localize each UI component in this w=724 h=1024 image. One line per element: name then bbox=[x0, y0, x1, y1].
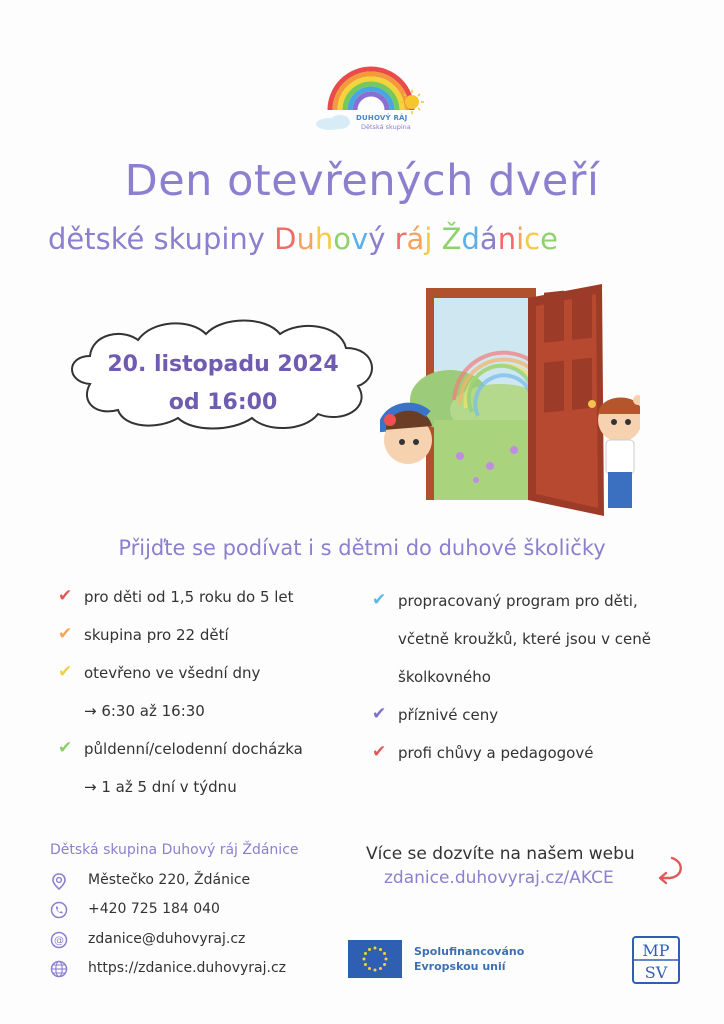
rainbow-letter: o bbox=[333, 222, 352, 256]
rainbow-letter: ý bbox=[368, 222, 386, 256]
rainbow-letter bbox=[385, 222, 394, 256]
feature-item: příznivé ceny bbox=[398, 706, 499, 724]
eu-star bbox=[383, 952, 386, 955]
contact-title: Dětská skupina Duhový ráj Ždánice bbox=[50, 842, 299, 858]
email-icon bbox=[50, 931, 68, 949]
event-web-link[interactable]: zdanice.duhovyraj.cz/AKCE bbox=[384, 868, 614, 888]
check-icon: ✔ bbox=[372, 704, 387, 724]
open-door-illustration bbox=[380, 280, 640, 520]
feature-item: → 1 až 5 dní v týdnu bbox=[84, 778, 237, 796]
rainbow-letter: e bbox=[540, 222, 558, 256]
feature-item: propracovaný program pro děti, bbox=[398, 592, 638, 610]
eu-funding-text bbox=[414, 944, 524, 974]
rainbow-letter: v bbox=[351, 222, 369, 256]
subtitle-prefix: dětské skupiny bbox=[48, 222, 275, 256]
feature-item: včetně kroužků, které jsou v ceně bbox=[398, 630, 652, 648]
eu-flag-icon bbox=[348, 940, 402, 978]
rainbow-letter: c bbox=[524, 222, 541, 256]
feature-item: pro děti od 1,5 roku do 5 let bbox=[84, 588, 294, 606]
rainbow-letter: i bbox=[516, 222, 525, 256]
page-subtitle bbox=[48, 222, 558, 256]
rainbow-letter: Ž bbox=[441, 222, 462, 256]
location-icon bbox=[50, 872, 68, 890]
eu-star bbox=[368, 948, 371, 951]
rainbow-letter bbox=[432, 222, 441, 256]
rainbow-letter: D bbox=[274, 222, 297, 256]
feature-item: otevřeno ve všední dny bbox=[84, 664, 261, 682]
eu-star bbox=[364, 963, 367, 966]
contact-website[interactable]: https://zdanice.duhovyraj.cz bbox=[88, 960, 287, 976]
eu-star bbox=[379, 948, 382, 951]
mpsv-logo bbox=[632, 936, 680, 984]
eu-star bbox=[364, 952, 367, 955]
rainbow-letter: j bbox=[424, 222, 433, 256]
event-time: od 16:00 bbox=[168, 390, 278, 415]
web-icon bbox=[50, 960, 68, 978]
check-icon: ✔ bbox=[372, 590, 387, 610]
rainbow-name bbox=[274, 222, 558, 256]
feature-item: školkovného bbox=[398, 668, 491, 686]
curved-arrow-icon bbox=[652, 854, 686, 888]
event-date: 20. listopadu 2024 bbox=[107, 352, 339, 377]
svg-text:@: @ bbox=[54, 935, 64, 947]
check-icon: ✔ bbox=[58, 662, 73, 682]
check-icon: ✔ bbox=[58, 586, 73, 606]
eu-star bbox=[379, 967, 382, 970]
eu-line1: Spolufinancováno bbox=[414, 945, 525, 958]
mpsv-bottom: SV bbox=[644, 963, 668, 982]
eu-line2: Evropskou unií bbox=[414, 960, 506, 973]
logo-name: DUHOVÝ RÁJ bbox=[356, 114, 408, 122]
logo-subtitle: Dětská skupina bbox=[361, 123, 411, 131]
eu-star bbox=[368, 967, 371, 970]
contact-email[interactable]: zdanice@duhovyraj.cz bbox=[88, 931, 246, 947]
eu-star bbox=[363, 958, 366, 961]
invitation-text: Přijďte se podívat i s dětmi do duhové školičky bbox=[118, 536, 606, 560]
rainbow-letter: h bbox=[314, 222, 334, 256]
eu-star bbox=[374, 969, 377, 972]
check-icon: ✔ bbox=[58, 738, 73, 758]
feature-item: profi chůvy a pedagogové bbox=[398, 744, 594, 762]
more-info-text: Více se dozvíte na našem webu bbox=[366, 844, 635, 864]
rainbow-letter: d bbox=[461, 222, 480, 256]
contact-phone: +420 725 184 040 bbox=[88, 901, 220, 917]
mpsv-top: MP bbox=[642, 941, 670, 960]
eu-star bbox=[385, 958, 388, 961]
eu-star bbox=[383, 963, 386, 966]
rainbow-letter: r bbox=[394, 222, 407, 256]
check-icon: ✔ bbox=[372, 742, 387, 762]
check-icon: ✔ bbox=[58, 624, 73, 644]
feature-item: → 6:30 až 16:30 bbox=[84, 702, 205, 720]
contact-address: Městečko 220, Ždánice bbox=[88, 872, 251, 888]
rainbow-letter: u bbox=[296, 222, 315, 256]
feature-item: skupina pro 22 dětí bbox=[84, 626, 229, 644]
eu-star bbox=[374, 947, 377, 950]
rainbow-letter: n bbox=[497, 222, 517, 256]
page-title: Den otevřených dveří bbox=[124, 156, 600, 206]
phone-icon bbox=[50, 901, 68, 919]
rainbow-letter: á bbox=[406, 222, 425, 256]
rainbow-letter: á bbox=[479, 222, 498, 256]
feature-item: půldenní/celodenní docházka bbox=[84, 740, 303, 758]
